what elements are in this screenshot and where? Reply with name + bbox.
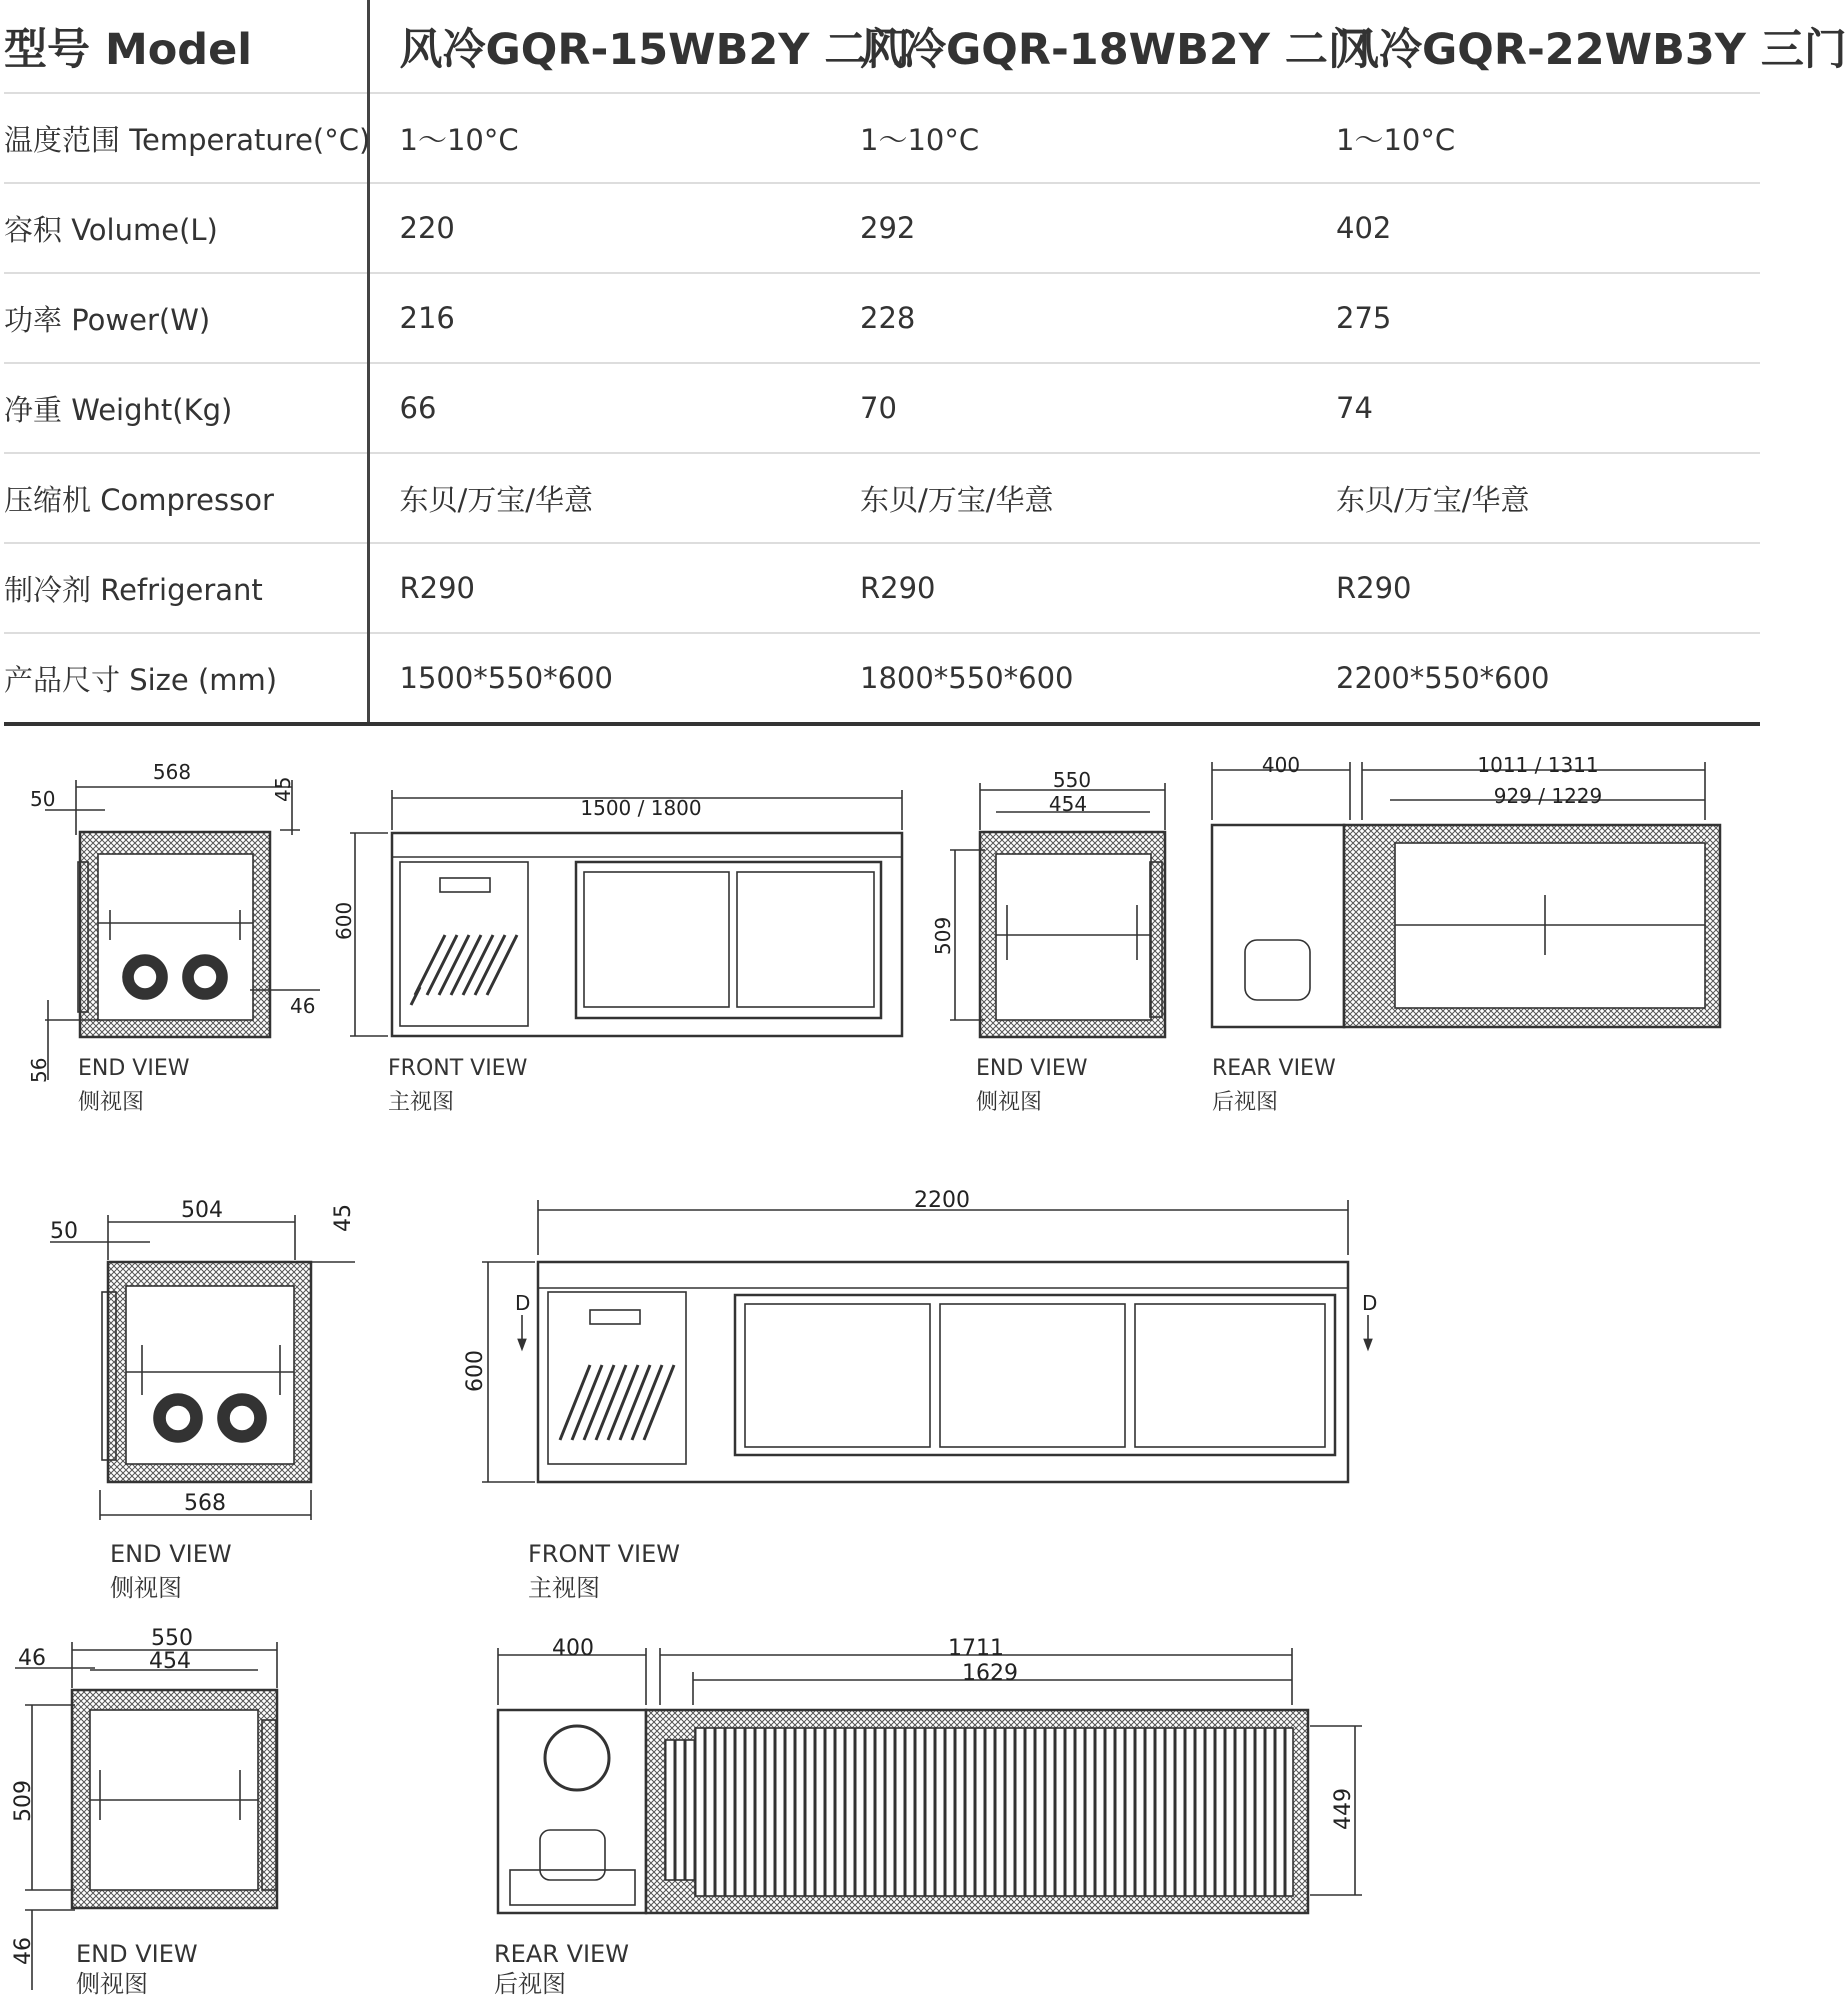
caption-cn: 主视图 (528, 1574, 600, 1602)
caption-cn: 侧视图 (976, 1090, 1043, 1115)
dim-label: 1500 / 1800 (580, 796, 702, 820)
dim-label: 56 (27, 1057, 51, 1083)
caption-en: END VIEW (976, 1056, 1088, 1081)
end-view-d-drawing (15, 1642, 277, 1990)
caption-cn: 后视图 (494, 1970, 566, 1997)
dim-label: 449 (1331, 1788, 1356, 1830)
dim-label: 504 (181, 1198, 223, 1223)
dim-label: 550 (1052, 768, 1092, 792)
dim-label: 400 (552, 1636, 594, 1661)
table-cell: 275 (1306, 273, 1760, 363)
table-cell: R290 (1306, 543, 1760, 633)
dim-label: 2200 (914, 1188, 970, 1213)
caption-en: END VIEW (78, 1056, 190, 1081)
dim-label: 454 (149, 1649, 191, 1674)
table-cell: R290 (368, 543, 830, 633)
table-cell: 东贝/万宝/华意 (1306, 453, 1760, 543)
dim-label: 46 (11, 1937, 36, 1965)
dim-label: 568 (184, 1491, 226, 1516)
caption-en: END VIEW (110, 1540, 232, 1568)
row-label-size: 产品尺寸 Size (mm) (4, 633, 368, 724)
section-marker-left: D (515, 1291, 531, 1315)
dim-label: 50 (30, 787, 56, 811)
header-model-3: 风冷GQR-22WB3Y 三门 (1306, 0, 1760, 93)
table-cell: 292 (830, 183, 1306, 273)
dim-label: 454 (1048, 792, 1088, 816)
table-cell: 402 (1306, 183, 1760, 273)
table-cell: 1～10°C (1306, 93, 1760, 183)
table-cell: 东贝/万宝/华意 (830, 453, 1306, 543)
caption-en: END VIEW (76, 1940, 198, 1968)
dim-label: 1011 / 1311 (1477, 753, 1599, 777)
dim-label: 568 (152, 760, 192, 784)
table-cell: 2200*550*600 (1306, 633, 1760, 724)
caption-en: REAR VIEW (1212, 1056, 1336, 1081)
row-label-compressor: 压缩机 Compressor (4, 453, 368, 543)
dim-label: 45 (271, 776, 295, 802)
row-label-weight: 净重 Weight(Kg) (4, 363, 368, 453)
row-label-volume: 容积 Volume(L) (4, 183, 368, 273)
dim-label: 1711 (948, 1636, 1004, 1661)
section-marker-right: D (1362, 1291, 1378, 1315)
end-view-b-drawing (950, 783, 1165, 1037)
dim-label: 46 (290, 994, 316, 1018)
table-cell: 66 (368, 363, 830, 453)
table-cell: 1500*550*600 (368, 633, 830, 724)
dim-label: 600 (332, 901, 356, 940)
table-cell: 74 (1306, 363, 1760, 453)
caption-en: FRONT VIEW (528, 1540, 681, 1568)
dim-label: 509 (931, 916, 955, 955)
end-view-c-drawing (50, 1215, 355, 1520)
header-model-1: 风冷GQR-15WB2Y 二门 (368, 0, 830, 93)
rear-view-a-drawing (1212, 762, 1720, 1027)
dim-label: 509 (11, 1780, 36, 1822)
dim-label: 929 / 1229 (1493, 784, 1603, 808)
table-cell: R290 (830, 543, 1306, 633)
table-cell: 220 (368, 183, 830, 273)
dim-label: 550 (151, 1626, 193, 1651)
dim-label: 50 (50, 1219, 78, 1244)
table-cell: 70 (830, 363, 1306, 453)
row-label-temperature: 温度范围 Temperature(°C) (4, 93, 368, 183)
table-cell: 1～10°C (368, 93, 830, 183)
dim-label: 1629 (962, 1661, 1018, 1686)
caption-en: FRONT VIEW (388, 1056, 528, 1081)
dim-label: 600 (463, 1350, 488, 1392)
rear-view-b-drawing (498, 1648, 1362, 1913)
caption-cn: 侧视图 (110, 1574, 182, 1602)
table-cell: 216 (368, 273, 830, 363)
caption-cn: 侧视图 (76, 1970, 148, 1997)
front-view-b-drawing (482, 1200, 1368, 1482)
front-view-a-drawing (350, 790, 902, 1036)
end-view-a-drawing (45, 780, 320, 1080)
caption-cn: 侧视图 (78, 1090, 145, 1115)
header-model-label: 型号 Model (4, 0, 368, 93)
dim-label: 400 (1261, 753, 1301, 777)
table-cell: 228 (830, 273, 1306, 363)
row-label-power: 功率 Power(W) (4, 273, 368, 363)
caption-en: REAR VIEW (494, 1940, 629, 1968)
dim-label: 46 (18, 1646, 46, 1671)
table-cell: 1800*550*600 (830, 633, 1306, 724)
table-cell: 东贝/万宝/华意 (368, 453, 830, 543)
header-model-2: 风冷GQR-18WB2Y 二门 (830, 0, 1306, 93)
table-cell: 1～10°C (830, 93, 1306, 183)
dim-label: 45 (331, 1204, 356, 1232)
row-label-refrigerant: 制冷剂 Refrigerant (4, 543, 368, 633)
caption-cn: 后视图 (1212, 1090, 1279, 1115)
caption-cn: 主视图 (388, 1090, 455, 1115)
